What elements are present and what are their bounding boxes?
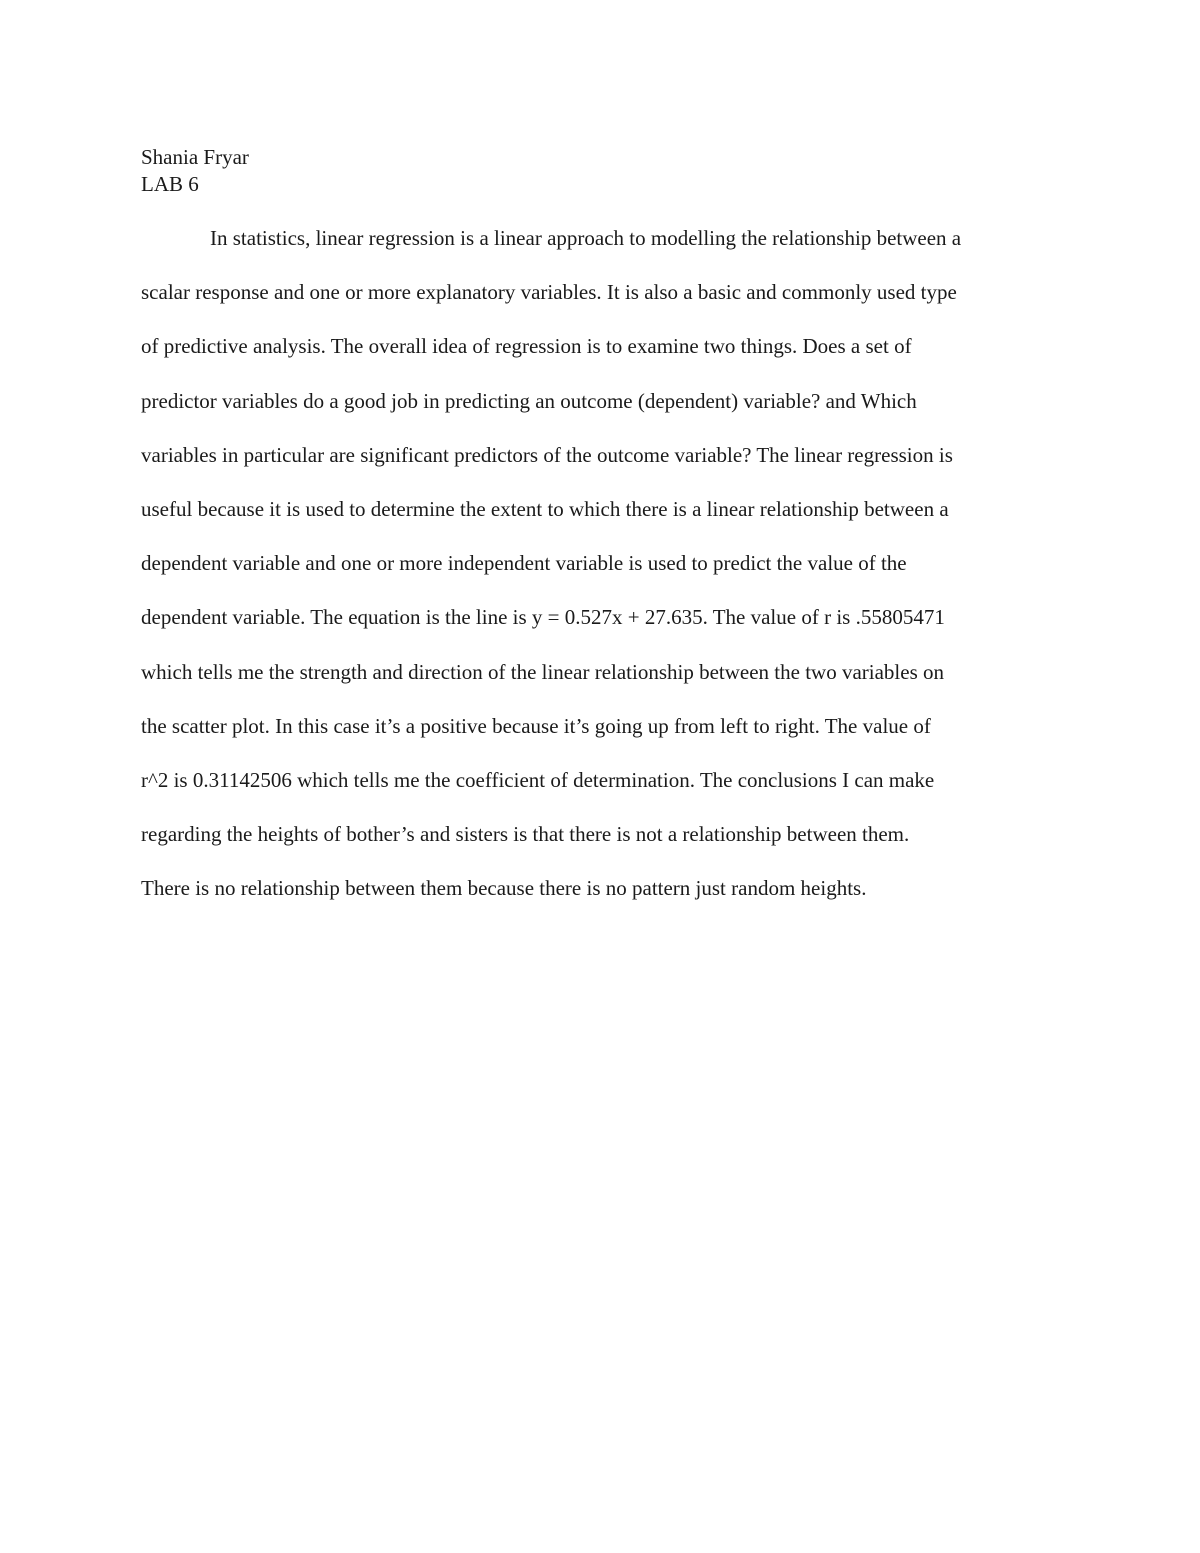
paragraph-line: scalar response and one or more explanatory variables. It is also a basic and commonly used type: [141, 280, 957, 305]
paragraph-line: variables in particular are significant predictors of the outcome variable? The linear regression is: [141, 442, 953, 467]
paragraph-line: There is no relationship between them because there is no pattern just random heights.: [141, 876, 867, 901]
paragraph-line: of predictive analysis. The overall idea of regression is to examine two things. Does a set of: [141, 334, 912, 359]
paragraph-line: regarding the heights of bother’s and sisters is that there is not a relationship between them.: [141, 822, 910, 847]
paragraph-line: which tells me the strength and direction of the linear relationship between the two variables on: [141, 659, 945, 684]
paragraph-line: useful because it is used to determine the extent to which there is a linear relationship between a: [141, 496, 949, 521]
lab-title: LAB 6: [141, 172, 199, 196]
paragraph-line: dependent variable and one or more independent variable is used to predict the value of the: [141, 551, 907, 576]
document-header: [141, 144, 249, 198]
paragraph-line: In statistics, linear regression is a linear approach to modelling the relationship between a: [210, 226, 962, 250]
paragraph-line: dependent variable. The equation is the line is y = 0.527x + 27.635. The value of r is .55805471: [141, 605, 945, 630]
body-paragraph: [141, 224, 1071, 928]
paragraph-line: predictor variables do a good job in predicting an outcome (dependent) variable? and Which: [141, 388, 917, 413]
author-name: Shania Fryar: [141, 145, 249, 169]
paragraph-line: the scatter plot. In this case it’s a positive because it’s going up from left to right. The value of: [141, 713, 931, 738]
paragraph-line: r^2 is 0.31142506 which tells me the coefficient of determination. The conclusions I can make: [141, 767, 935, 792]
